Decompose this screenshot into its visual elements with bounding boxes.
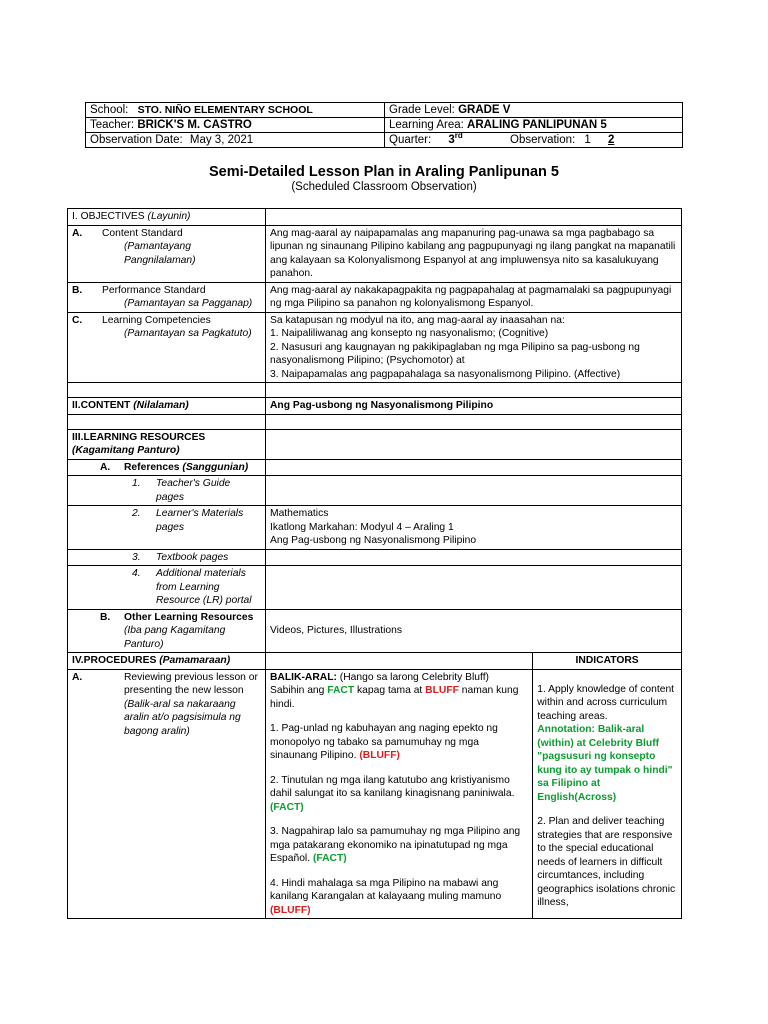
objectives-empty [266,209,682,226]
content-standard-row [68,225,682,282]
teacher-cell [86,118,385,133]
balik-aral-subtitle: (Hango sa larong Celebrity Bluff) [339,671,489,683]
quarter-label: Quarter: [389,134,432,146]
quarter-value: 3rd [448,131,463,146]
balik-aral-content: BALIK-ARAL: (Hango sa larong Celebrity Bluff) Sabihin ang FACT kapag tama at BLUFF naman kung hindi. 1. Pag-unlad ng kabuhayan ang naging epekto ng monopolyo ng tabako sa pamumuhay ng mga sinaunang Pilipino. (BLUFF) 2. Tinutulan ng mga ilang katutubo ang kristiyanismo dahil salungat ito sa kanilang kinagisnang paniniwala. (FACT) 3. Nagpahirap lalo sa pamumuhay ng mga Pilipino ang mga patakarang ekonomiko na ipinatutupad ng mga Español. (FACT) 4. Hindi mahalaga sa mga Pilipino na mabawi ang kanilang Karangalan at kalayaang muling mamuno (BLUFF) [266,669,533,919]
date-cell [86,133,385,148]
other-resources-label: B. Other Learning Resources (Iba pang Kagamitang Panturo) [68,609,266,653]
references-label: A. References (Sanggunian) [68,459,266,476]
competencies-text: Sa katapusan ng modyul na ito, ang mag-aaral ay inaasahan na: 1. Naipaliliwanag ang konsepto ng nasyonalismo; (Cognitive) 2. Nasusuri ang kaugnayan ng pakikipaglaban ng mga Pilipino sa pag-usbong ng nasyonalismong Pilipino; (Psychomotor) at 3. Naipapamalas ang pagpapahalaga sa nasyonalismong Pilipino. (Affective) [266,312,682,383]
indicator-1: 1. Apply knowledge of content within and across curriculum teaching areas. [537,683,675,722]
performance-standard-label: B. Performance Standard (Pamantayan sa Pagganap) [68,282,266,312]
observation-2: 2 [608,134,615,146]
spacer-row-2 [68,414,682,429]
procedures-empty [266,653,533,670]
resource-item-2-value: Mathematics Ikatlong Markahan: Modyul 4 – Araling 1 Ang Pag-usbong ng Nasyonalismong Pilipino [266,506,682,550]
objectives-row [68,209,682,226]
performance-standard-text: Ang mag-aaral ay nakakapagpakita ng pagpapahalag at pagmamalaki sa pagpupunyagi ng mga Pilipino sa panahon ng kolonyalismong Espanyol. [266,282,682,312]
question-1: 1. Pag-unlad ng kabuhayan ang naging epekto ng monopolyo ng tabako sa pamumuhay ng mga sinaunang Pilipino. (BLUFF) [270,723,498,761]
fact-keyword: FACT [327,685,355,696]
page-subtitle: (Scheduled Classroom Observation) [291,181,477,193]
resource-item-1-label: 1. Teacher's Guide pages [68,476,266,506]
grade-cell [385,103,683,118]
date-value: May 3, 2021 [189,134,254,146]
annotation-text: Annotation: Balik-aral (within) at Celebrity Bluff "pagsusuri ng konsepto kung ito ay tumpak o hindi" sa Filipino at English(Across) [537,724,673,803]
school-cell [86,103,385,118]
resource-item-2 [68,506,682,550]
lesson-plan-table [67,208,682,919]
area-label: Learning Area: [389,119,464,131]
competencies-label: C. Learning Competencies (Pamantayan sa Pagkatuto) [68,312,266,383]
resource-item-3-label: 3. Textbook pages [68,549,266,566]
content-standard-label: A. Content Standard (Pamantayang Pangnilalaman) [68,225,266,282]
procedures-heading: IV.PROCEDURES (Pamamaraan) [68,653,266,670]
grade-value: GRADE V [458,104,511,116]
school-name: STO. NIÑO ELEMENTARY SCHOOL [137,104,313,116]
indicator-2: 2. Plan and deliver teaching strategies that are responsive to the special educational needs of learners in difficult circumtances, including geographics isolations chronic illness, [537,816,676,908]
teacher-label: Teacher: [90,119,135,131]
procedures-row [68,653,682,670]
resource-item-4-value [266,566,682,610]
other-resources-row [68,609,682,653]
indicators-content [533,669,682,919]
content-row [68,398,682,415]
area-value: ARALING PANLIPUNAN 5 [467,119,607,131]
resources-row [68,429,682,459]
header-table [85,102,683,148]
observation-label: Observation: [510,134,576,146]
question-4: 4. Hindi mahalaga sa mga Pilipino na mabawi ang kanilang Karangalan at kalayaang muling mamuno (BLUFF) [270,877,502,916]
date-label: Observation Date: [90,134,183,146]
performance-standard-row [68,282,682,312]
content-heading: II.CONTENT (Nilalaman) [68,398,266,415]
resource-item-1-value [266,476,682,506]
competencies-row [68,312,682,383]
area-cell [385,118,683,133]
objectives-heading: I. OBJECTIVES (Layunin) [68,209,266,226]
school-label: School: [90,104,129,116]
procedure-a-label: A. Reviewing previous lesson or presenting the new lesson (Balik-aral sa nakaraang aralin at/o pagsisimula ng bagong aralin) [68,669,266,919]
teacher-name: BRICK'S M. CASTRO [137,119,252,131]
quarter-cell [385,133,683,148]
resource-item-1 [68,476,682,506]
observation-1: 1 [584,134,591,146]
resources-heading: III.LEARNING RESOURCES (Kagamitang Panturo) [68,429,266,459]
resource-item-4 [68,566,682,610]
resources-empty [266,429,682,459]
balik-aral-title: BALIK-ARAL: [270,671,337,683]
other-resources-value: Videos, Pictures, Illustrations [266,609,682,653]
indicators-heading: INDICATORS [533,653,682,670]
content-text: Ang Pag-usbong ng Nasyonalismong Pilipino [266,398,682,415]
references-row [68,459,682,476]
grade-label: Grade Level: [389,104,455,116]
procedure-a-row [68,669,682,919]
question-3: 3. Nagpahirap lalo sa pamumuhay ng mga Pilipino ang mga patakarang ekonomiko na ipinatutupad ng mga Español. (FACT) [270,826,521,864]
page-title: Semi-Detailed Lesson Plan in Araling Panlipunan 5 [209,164,559,180]
resource-item-4-label: 4. Additional materials from Learning Resource (LR) portal [68,566,266,610]
content-standard-text: Ang mag-aaral ay naipapamalas ang mapanuring pag-unawa sa mga pagbabago sa lipunan ng sinaunang Pilipino kabilang ang pagpupunyagi ng ilang pangkat na mapanatili ang kalayaan sa Kolonyalismong Espanyol at ang impluwensya nito sa kasalukuyang panahon. [266,225,682,282]
question-2: 2. Tinutulan ng mga ilang katutubo ang kristiyanismo dahil salungat ito sa kanilang kinagisnang paniniwala. (FACT) [270,774,515,813]
resource-item-2-label: 2. Learner's Materials pages [68,506,266,550]
resource-item-3 [68,549,682,566]
references-empty [266,459,682,476]
bluff-keyword: BLUFF [425,685,459,696]
resource-item-3-value [266,549,682,566]
spacer-row-1 [68,383,682,398]
